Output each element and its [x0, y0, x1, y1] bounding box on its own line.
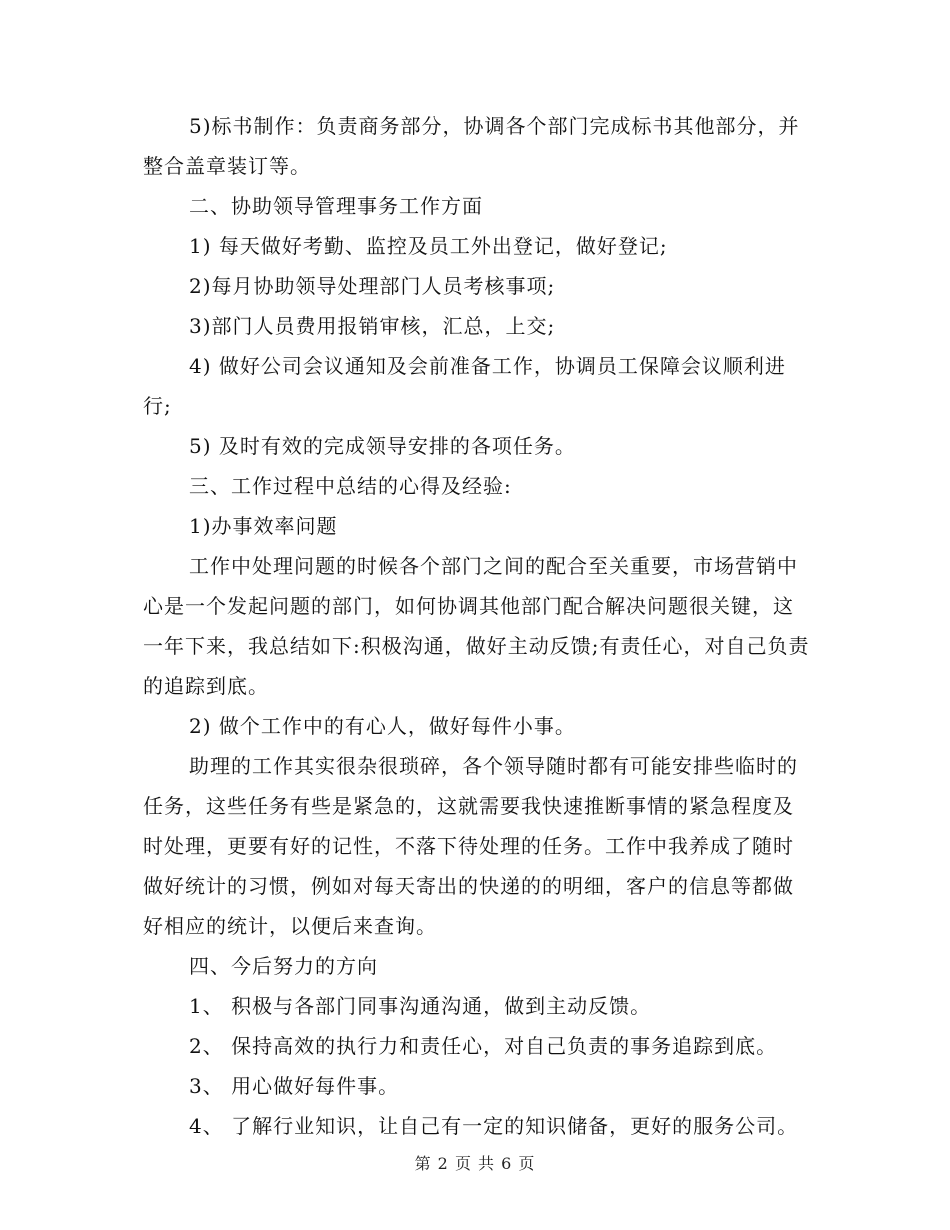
list-item: 3)部门人员费用报销审核，汇总，上交;	[189, 314, 556, 338]
paragraph: 助理的工作其实很杂很琐碎，各个领导随时都有可能安排些临时的任务，这些任务有些是紧急的，这就需要我快速推断事情的紧急程度及时处理，更要有好的记性，不落下待处理的任务。工作中我养成了随时做好统计的习惯，例如对每天寄出的快递的的明细，客户的信息等都做好相应的统计，以便后来查询。	[143, 754, 798, 938]
paragraph: 工作中处理问题的时候各个部门之间的配合至关重要，市场营销中心是一个发起问题的部门，如何协调其他部门配合解决问题很关键，这一年下来，我总结如下:积极沟通，做好主动反馈;有责任心，对自己负责的追踪到底。	[143, 554, 810, 698]
list-item: 1) 每天做好考勤、监控及员工外出登记，做好登记;	[189, 234, 668, 258]
list-item: 4) 做好公司会议通知及会前准备工作，协调员工保障会议顺利进行;	[143, 354, 786, 418]
section-heading: 三、工作过程中总结的心得及经验:	[189, 474, 512, 498]
section-heading: 二、协助领导管理事务工作方面	[189, 194, 483, 218]
page-footer: 第 2 页 共 6 页	[414, 1154, 536, 1173]
document-body	[143, 106, 813, 1146]
sub-heading: 1)办事效率问题	[189, 514, 338, 538]
list-item: 4、 了解行业知识，让自己有一定的知识储备，更好的服务公司。	[189, 1114, 799, 1138]
section-heading: 四、今后努力的方向	[189, 954, 378, 978]
sub-heading: 2) 做个工作中的有心人，做好每件小事。	[189, 714, 576, 738]
paragraph: 5)标书制作：负责商务部分，协调各个部门完成标书其他部分，并整合盖章装订等。	[143, 114, 800, 178]
list-item: 5) 及时有效的完成领导安排的各项任务。	[189, 434, 576, 458]
list-item: 2、 保持高效的执行力和责任心，对自己负责的事务追踪到底。	[189, 1034, 778, 1058]
list-item: 3、 用心做好每件事。	[189, 1074, 400, 1098]
list-item: 1、 积极与各部门同事沟通沟通，做到主动反馈。	[189, 994, 652, 1018]
list-item: 2)每月协助领导处理部门人员考核事项;	[189, 274, 556, 298]
